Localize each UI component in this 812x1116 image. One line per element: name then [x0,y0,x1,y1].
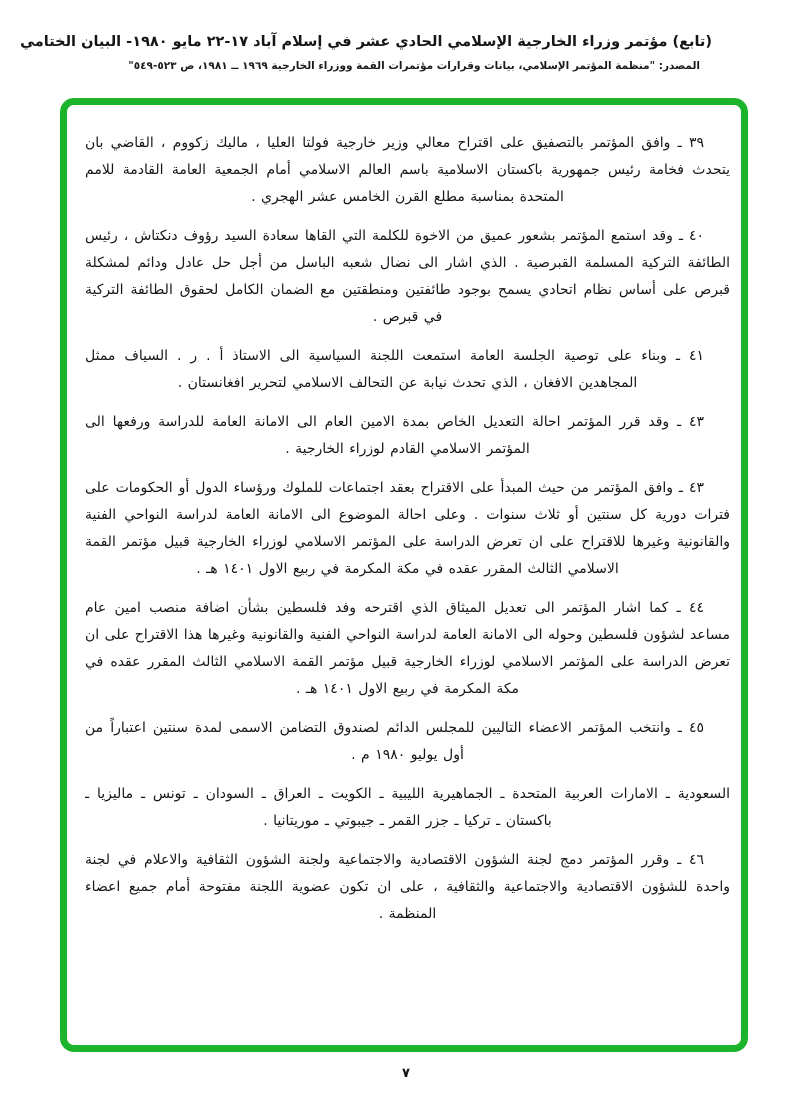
paragraph-41: ٤١ ـ وبناء على توصية الجلسة العامة استمعت اللجنة السياسية الى الاستاذ أ . ر . السياف ممثل المجاهدين الافغان ، الذي تحدث نيابة عن التحالف الاسلامي لتحرير افغانستان . [85,348,704,391]
paragraph-45: ٤٥ ـ وانتخب المؤتمر الاعضاء التاليين للمجلس الدائم لصندوق التضامن الاسمى لمدة سنتين اعتباراً من أول يوليو ١٩٨٠ م . [85,720,704,763]
paragraph-44: ٤٤ ـ كما اشار المؤتمر الى تعديل الميثاق الذي اقترحه وفد فلسطين بشأن اضافة منصب امين عام مساعد لشؤون فلسطين وحوله الى الامانة العامة لدراسة النواحي الفنية والقانونية وغيرها هذا الاقتراح على ان تعرض الدراسة على المؤتمر الاسلامي لوزراء الخارجية قبيل مؤتمر القمة الاسلامي الثالث المقرر عقده في مكة المكرمة في ربيع الاول ١٤٠١ هـ . [85,600,730,697]
document-source-line: المصدر: "منظمة المؤتمر الإسلامي، بيانات وقرارات مؤتمرات القمة ووزراء الخارجية ١٩٦٩ ــ ١٩٨١، ص ٥٢٣-٥٤٩" [128,60,700,72]
paragraph-46: ٤٦ ـ وقرر المؤتمر دمج لجنة الشؤون الاقتصادية والاجتماعية ولجنة الشؤون الثقافية والاعلام في لجنة واحدة للشؤون الاقتصادية والاجتماعية والثقافية ، على ان تكون عضوية اللجنة مفتوحة أمام جميع اعضاء المنظمة . [85,852,730,922]
paragraph-43: ٤٣ ـ وافق المؤتمر من حيث المبدأ على الاقتراح بعقد اجتماعات للملوك ورؤساء الدول أو الحكومات على فترات دورية كل سنتين أو ثلاث سنوات . وعلى احالة الموضوع الى الامانة العامة لدراسة النواحي الفنية والقانونية وغيرها للاقتراح على ان تعرض الدراسة على المؤتمر الاسلامي لوزراء الخارجية قبيل مؤتمر القمة الاسلامي الثالث المقرر عقده في مكة المكرمة في ربيع الاول ١٤٠١ هـ . [85,480,730,577]
member-states-list: السعودية ـ الامارات العربية المتحدة ـ الجماهيرية الليبية ـ الكويت ـ العراق ـ السودان ـ تونس ـ ماليزيا ـ باكستان ـ تركيا ـ جزر القمر ـ جيبوتي ـ موريتانيا . [85,786,730,829]
document-body [85,130,730,1037]
page-number: ٧ [402,1066,410,1081]
document-title: (تابع) مؤتمر وزراء الخارجية الإسلامي الحادي عشر في إسلام آباد ١٧-٢٢ مايو ١٩٨٠- البيان الختامي [20,34,712,50]
paragraph-39: ٣٩ ـ وافق المؤتمر بالتصفيق على اقتراح معالي وزير خارجية فولتا العليا ، ماليك زكووم ، القاضي بان يتحدث فخامة رئيس جمهورية باكستان الاسلامية باسم العالم الاسلامي أمام الجمعية العامة القادمة للامم المتحدة بمناسبة مطلع القرن الخامس عشر الهجري . [85,135,730,205]
paragraph-42: ٤٣ ـ وقد قرر المؤتمر احالة التعديل الخاص بمدة الامين العام الى الامانة العامة للدراسة ورفعها الى المؤتمر الاسلامي القادم لوزراء الخارجية . [85,414,704,457]
document-header [20,34,712,72]
highlight-frame [60,98,748,1052]
paragraph-40: ٤٠ ـ وقد استمع المؤتمر بشعور عميق من الاخوة للكلمة التي القاها سعادة السيد رؤوف دنكتاش ، رئيس الطائفة التركية المسلمة القبرصية . الذي اشار الى نضال شعبه الباسل من أجل حل عادل ودائم لمشكلة قبرص على أساس نظام اتحادي يسمح بوجود طائفتين ومنطقتين مع الضمان الكامل لحقوق الطائفة التركية في قبرص . [85,228,730,325]
